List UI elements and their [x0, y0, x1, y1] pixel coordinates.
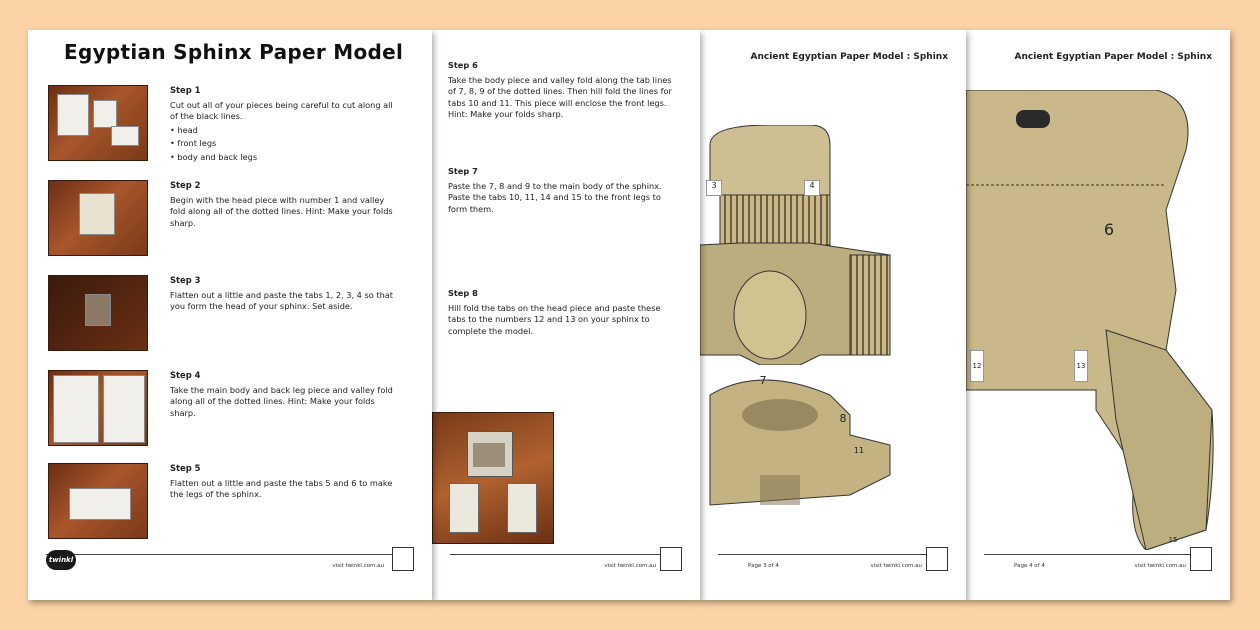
step-heading: Step 8	[448, 288, 478, 298]
page-title: Egyptian Sphinx Paper Model	[64, 40, 404, 64]
page-header: Ancient Egyptian Paper Model : Sphinx	[1014, 52, 1212, 62]
tab-label: 6	[1103, 220, 1115, 239]
step-text: Flatten out a little and paste the tabs 5 and 6 to make the legs of the sphinx.	[170, 477, 393, 499]
footer-url: visit twinkl.com.au	[332, 563, 384, 569]
step-7	[448, 166, 678, 215]
worksheet-page-4	[966, 30, 1230, 600]
step-4-photo	[48, 370, 148, 446]
step-heading: Step 6	[448, 60, 478, 70]
step-text: Take the main body and back leg piece and valley fold along all of the dotted lines. Hint: Make your folds sharp.	[170, 384, 393, 418]
footer-url: visit twinkl.com.au	[604, 563, 656, 569]
tab-label: 7	[759, 374, 767, 387]
footer-url: visit twinkl.com.au	[870, 563, 922, 569]
step-3-photo	[48, 275, 148, 351]
twinkl-logo: twinkl	[46, 550, 76, 570]
page-header: Ancient Egyptian Paper Model : Sphinx	[750, 52, 948, 62]
step-text: Take the body piece and valley fold along the tab lines of 7, 8, 9 of the dotted lines. Then hill fold the lines for tabs 10 and 11. This piece will enclose the front legs. Hint: Make your folds sharp.	[448, 74, 672, 119]
twinkl-badge-icon	[392, 547, 414, 571]
step-text: Flatten out a little and paste the tabs 1, 2, 3, 4 so that you form the head of your sphinx. Set aside.	[170, 289, 393, 311]
page-footer	[450, 554, 682, 585]
step-5	[48, 463, 408, 541]
tab-label: 13	[1074, 350, 1088, 382]
step-2	[48, 180, 408, 258]
step-text: Begin with the head piece with number 1 and valley fold along all of the dotted lines. Hint: Make your folds sharp.	[170, 194, 393, 228]
worksheet-page-2	[432, 30, 700, 600]
tab-label: 11	[853, 446, 865, 455]
page-footer	[718, 554, 948, 585]
step-heading: Step 5	[170, 463, 201, 473]
step-4	[48, 370, 408, 448]
sphinx-head-cutout	[700, 125, 966, 365]
bullet-item: • front legs	[170, 138, 217, 148]
step-8	[448, 288, 678, 337]
worksheet-page-3	[700, 30, 966, 600]
footer-url: visit twinkl.com.au	[1134, 563, 1186, 569]
step-text: Cut out all of your pieces being careful to cut along all of the black lines.	[170, 99, 393, 121]
worksheet-page-1	[28, 30, 432, 600]
bullet-item: • head	[170, 124, 198, 135]
sphinx-front-legs-cutout	[700, 375, 966, 515]
twinkl-badge-icon	[1190, 547, 1212, 571]
bullet-item: • body and back legs	[170, 151, 258, 162]
step-heading: Step 1	[170, 85, 201, 95]
twinkl-badge-icon	[926, 547, 948, 571]
step-5-photo	[48, 463, 148, 539]
twinkl-badge-icon	[660, 547, 682, 571]
step-heading: Step 3	[170, 275, 201, 285]
tab-label: 8	[839, 412, 847, 425]
step-heading: Step 4	[170, 370, 201, 380]
step-1-photo	[48, 85, 148, 161]
step-text: Hill fold the tabs on the head piece and paste these tabs to the numbers 12 and 13 on your sphinx to complete the model.	[448, 302, 661, 336]
tab-label: 12	[970, 350, 984, 382]
page-footer	[46, 554, 414, 585]
step-6	[448, 60, 678, 121]
page-number: Page 4 of 4	[1014, 563, 1045, 569]
step-heading: Step 7	[448, 166, 478, 176]
page-footer	[984, 554, 1212, 585]
tab-label: 4	[804, 180, 820, 196]
step-1	[48, 85, 408, 163]
tab-label: 3	[706, 180, 722, 196]
finished-sphinx-photo	[432, 412, 554, 544]
step-2-photo	[48, 180, 148, 256]
step-3	[48, 275, 408, 353]
page-number: Page 3 of 4	[748, 563, 779, 569]
step-text: Paste the 7, 8 and 9 to the main body of the sphinx. Paste the tabs 10, 11, 14 and 15 to the front legs to form them.	[448, 180, 662, 214]
tab-label: 15	[1168, 536, 1178, 544]
sphinx-body-cutout	[966, 90, 1230, 550]
step-heading: Step 2	[170, 180, 201, 190]
